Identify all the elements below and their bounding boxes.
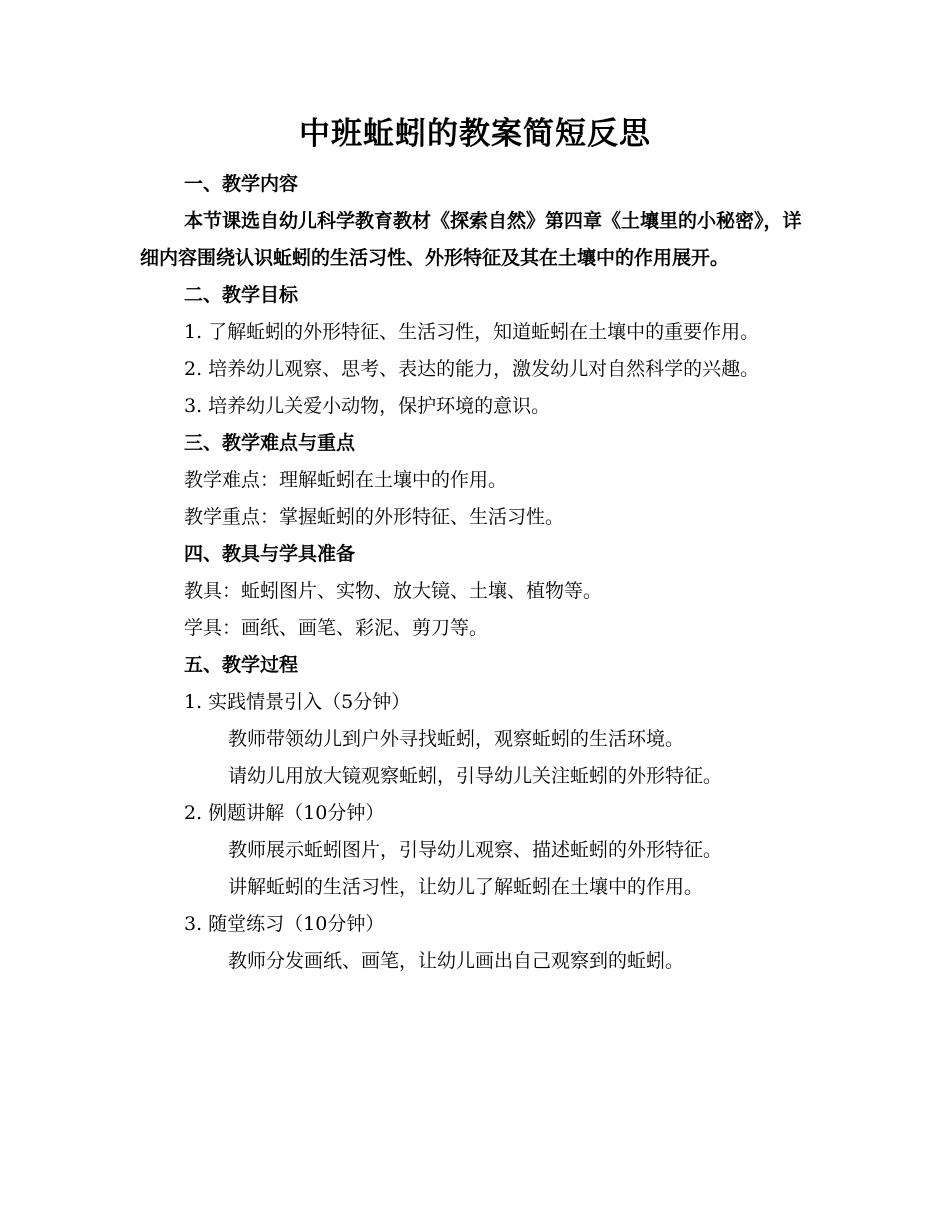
section-heading-teaching-content: 一、教学内容 <box>184 173 299 195</box>
teaching-content-text: 本节课选自幼儿科学教育教材《探索自然》第四章《土壤里的小秘密》，详细内容围绕认识蚯蚓的生活习性、外形特征及其在土壤中的作用展开。 <box>140 210 802 269</box>
section-heading-difficulty-key: 三、教学难点与重点 <box>184 432 356 454</box>
process-step-1-item-1: 教师带领幼儿到户外寻找蚯蚓，观察蚯蚓的生活环境。 <box>228 728 685 750</box>
section-heading-teaching-goals: 二、教学目标 <box>184 284 299 306</box>
student-tools: 学具：画纸、画笔、彩泥、剪刀等。 <box>184 617 489 639</box>
process-step-2-item-2: 讲解蚯蚓的生活习性，让幼儿了解蚯蚓在土壤中的作用。 <box>228 876 704 898</box>
process-step-3-item-1: 教师分发画纸、画笔，让幼儿画出自己观察到的蚯蚓。 <box>228 950 685 972</box>
document-title: 中班蚯蚓的教案简短反思 <box>299 116 651 152</box>
section-heading-tools: 四、教具与学具准备 <box>184 543 356 565</box>
process-step-2-item-1: 教师展示蚯蚓图片，引导幼儿观察、描述蚯蚓的外形特征。 <box>228 839 723 861</box>
teaching-key-point: 教学重点：掌握蚯蚓的外形特征、生活习性。 <box>184 506 565 528</box>
teacher-tools: 教具：蚯蚓图片、实物、放大镜、土壤、植物等。 <box>184 580 603 602</box>
teaching-goal-3: 3. 培养幼儿关爱小动物，保护环境的意识。 <box>184 395 551 417</box>
process-step-1: 1. 实践情景引入（5分钟） <box>184 691 411 713</box>
teaching-goal-1: 1. 了解蚯蚓的外形特征、生活习性，知道蚯蚓在土壤中的重要作用。 <box>184 321 760 343</box>
document-body <box>140 166 805 980</box>
process-step-1-item-2: 请幼儿用放大镜观察蚯蚓，引导幼儿关注蚯蚓的外形特征。 <box>228 765 723 787</box>
section-heading-process: 五、教学过程 <box>184 654 299 676</box>
teaching-difficulty: 教学难点：理解蚯蚓在土壤中的作用。 <box>184 469 508 491</box>
teaching-goal-2: 2. 培养幼儿观察、思考、表达的能力，激发幼儿对自然科学的兴趣。 <box>184 358 760 380</box>
process-step-3: 3. 随堂练习（10分钟） <box>184 913 385 935</box>
process-step-2: 2. 例题讲解（10分钟） <box>184 802 385 824</box>
